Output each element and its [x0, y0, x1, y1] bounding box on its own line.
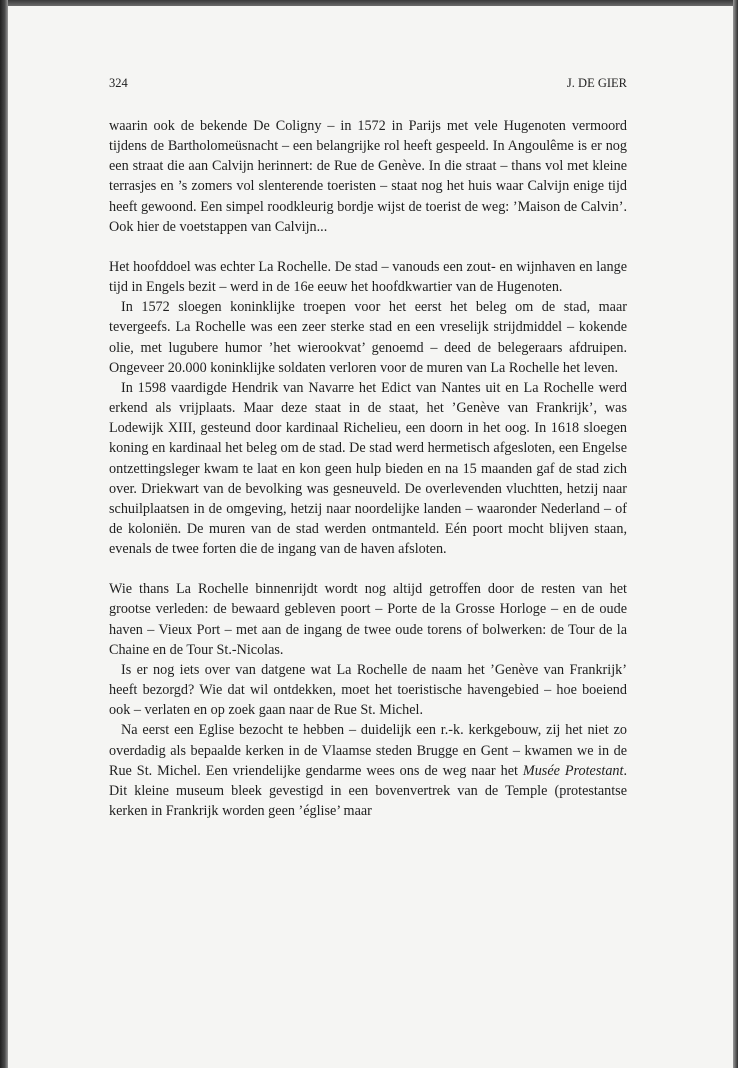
- paragraph-angouleme: waarin ook de bekende De Coligny – in 1572 in Parijs met vele Hugenoten vermoord tijdens de Bartholomeüsnacht – een belangrijke rol heeft gespeeld. In Angoulême is er nog een straat die aan Calvijn herinnert: de Rue de Genève. In die straat – thans vol met kleine terrasjes en ’s zomers vol slenterende toeristen – staat nog het huis waar Calvijn enige tijd heeft gewoond. Een simpel roodkleurig bordje wijst de toerist de weg: ’Maison de Calvin’. Ook hier de voetstappen van Calvijn...: [109, 118, 627, 235]
- paragraph-present-day: Wie thans La Rochelle binnenrijdt wordt nog altijd getroffen door de resten van het grootse verleden: de bewaard gebleven poort – Porte de la Grosse Horloge – en de oude haven – Vieux Port – met aan de ingang de twee oude torens of bolwerken: de Tour de la Chaine en de Tour St.-Nicolas.: [109, 581, 627, 658]
- running-head: [109, 76, 627, 94]
- scan-edge-top: [0, 0, 738, 6]
- paragraph-la-rochelle-intro: Het hoofddoel was echter La Rochelle. De stad – vanouds een zout- en wijnhaven en lange tijd in Engels bezit – werd in de 16e eeuw het hoofdkwartier van de Hugenoten.: [109, 258, 627, 296]
- museum-title: Musée Protestant: [522, 762, 624, 779]
- page-number: 324: [109, 76, 128, 90]
- scan-edge-right: [733, 0, 738, 1068]
- paragraph-musee-protestant: Na eerst een Eglise bezocht te hebben – duidelijk een r.-k. kerkgebouw, zij het niet zo overdadig als bepaalde kerken in de Vlaamse steden Brugge en Gent – kwamen we in de Rue St. Michel. Een vriendelijke gendarme wees ons de weg naar het Musée Protestant. Dit kleine museum bleek gevestigd in een bovenvertrek van de Temple (protestantse kerken in Frankrijk worden geen ’église’ maar: [109, 722, 627, 819]
- running-head-author: J. DE GIER: [566, 76, 627, 90]
- paragraph-geneve-question: Is er nog iets over van datgene wat La Rochelle de naam het ’Genève van Frankrijk’ heeft bezorgd? Wie dat wil ontdekken, moet het toeristische havengebied – hoe boeiend ook – verlaten en op zoek gaan naar de Rue St. Michel.: [109, 661, 627, 719]
- paragraph-siege-1572: In 1572 sloegen koninklijke troepen voor het eerst het beleg om de stad, maar tevergeefs. La Rochelle was een zeer sterke stad en een vreselijk strijdmiddel – kokende olie, met lugubere humor ’het wierookvat’ genoemd – deed de belegeraars afdruipen. Ongeveer 20.000 koninklijke soldaten verloren voor de muren van La Rochelle het leven.: [109, 299, 627, 376]
- body-text: [109, 116, 627, 821]
- scan-edge-left: [0, 0, 8, 1068]
- paragraph-edict-of-nantes: In 1598 vaardigde Hendrik van Navarre het Edict van Nantes uit en La Rochelle werd erkend als vrijplaats. Maar deze staat in de staat, het ’Genève van Frankrijk’, was Lodewijk XIII, gesteund door kardinaal Richelieu, een doorn in het oog. In 1618 sloegen koning en kardinaal het beleg om de stad. De stad werd hermetisch afgesloten, een Engelse ontzettingsleger kwam te laat en kon geen hulp bieden en na 15 maanden gaf de stad zich over. Driekwart van de bevolking was gesneuveld. De overlevenden vluchtten, hetzij naar schuilplaatsen in de omgeving, hetzij naar noordelijke landen – waaronder Nederland – of de koloniën. De muren van de stad werden ontmanteld. Eén poort mocht blijven staan, evenals de twee forten die de ingang van de haven afsloten.: [109, 379, 627, 558]
